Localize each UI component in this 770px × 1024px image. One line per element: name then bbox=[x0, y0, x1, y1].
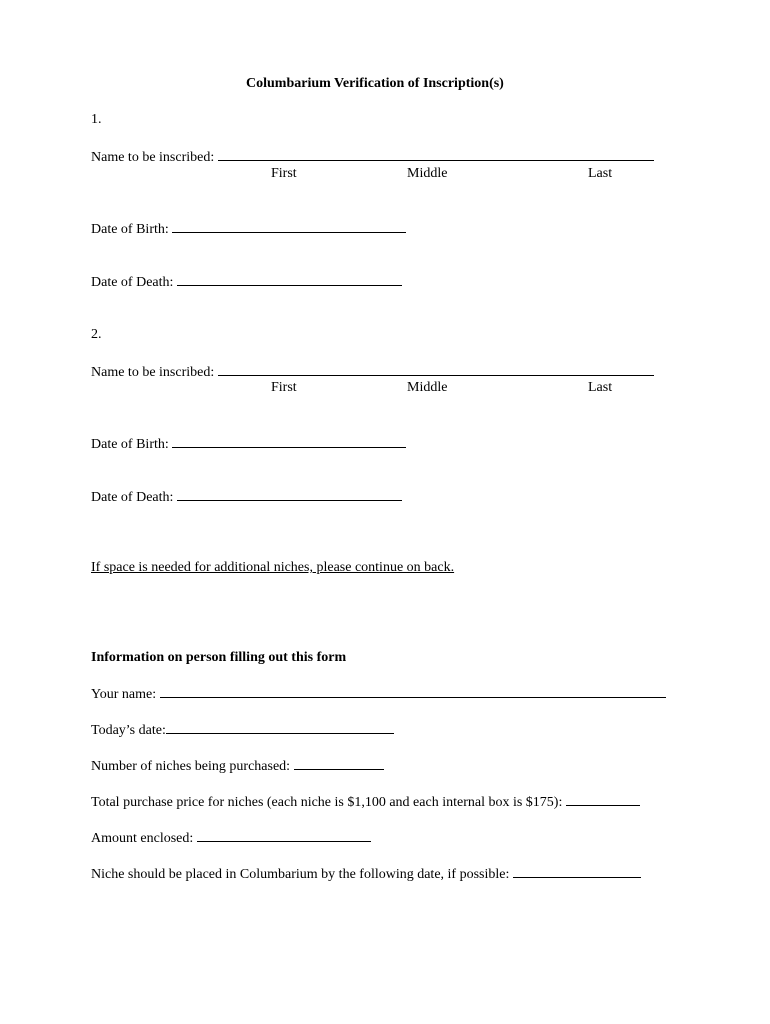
name-part-first: First bbox=[271, 380, 297, 395]
section-heading: Information on person filling out this form bbox=[91, 650, 347, 665]
todays-date-input[interactable] bbox=[166, 720, 394, 734]
dob-input[interactable] bbox=[172, 219, 406, 233]
dod-field-row bbox=[91, 272, 402, 291]
total-price-label: Total purchase price for niches (each niche is $1,100 and each internal box is $175): bbox=[91, 795, 563, 810]
dod-input[interactable] bbox=[177, 487, 402, 501]
name-part-last: Last bbox=[588, 166, 613, 181]
dod-field-label: Date of Death: bbox=[91, 490, 174, 505]
your-name-input[interactable] bbox=[160, 684, 666, 698]
dod-field-row bbox=[91, 487, 402, 506]
niches-count-input[interactable] bbox=[294, 756, 384, 770]
dob-input[interactable] bbox=[172, 434, 406, 448]
your-name-label: Your name: bbox=[91, 687, 157, 702]
entry-number: 2. bbox=[91, 327, 102, 342]
dob-field-label: Date of Birth: bbox=[91, 222, 169, 237]
name-field-label: Name to be inscribed: bbox=[91, 365, 215, 380]
name-field-row bbox=[91, 362, 654, 381]
name-part-first: First bbox=[271, 166, 297, 181]
name-field-row bbox=[91, 147, 654, 166]
your-name-row bbox=[91, 684, 666, 703]
placement-date-label: Niche should be placed in Columbarium by the following date, if possible: bbox=[91, 867, 510, 882]
placement-date-input[interactable] bbox=[513, 864, 641, 878]
amount-enclosed-input[interactable] bbox=[197, 828, 371, 842]
name-field-label: Name to be inscribed: bbox=[91, 150, 215, 165]
name-part-middle: Middle bbox=[407, 380, 448, 395]
todays-date-row bbox=[91, 720, 394, 739]
dod-input[interactable] bbox=[177, 272, 402, 286]
total-price-row bbox=[91, 792, 640, 811]
amount-enclosed-row bbox=[91, 828, 371, 847]
dob-field-row bbox=[91, 434, 406, 453]
continue-note: If space is needed for additional niches, please continue on back. bbox=[91, 560, 455, 575]
placement-date-row bbox=[91, 864, 641, 883]
name-part-middle: Middle bbox=[407, 166, 448, 181]
dob-field-row bbox=[91, 219, 406, 238]
name-input[interactable] bbox=[218, 147, 654, 161]
form-title: Columbarium Verification of Inscription(s) bbox=[246, 76, 504, 91]
name-input[interactable] bbox=[218, 362, 654, 376]
total-price-input[interactable] bbox=[566, 792, 640, 806]
entry-number: 1. bbox=[91, 112, 102, 127]
dod-field-label: Date of Death: bbox=[91, 275, 174, 290]
amount-enclosed-label: Amount enclosed: bbox=[91, 831, 194, 846]
todays-date-label: Today’s date: bbox=[91, 723, 166, 738]
dob-field-label: Date of Birth: bbox=[91, 437, 169, 452]
niches-count-row bbox=[91, 756, 384, 775]
name-part-last: Last bbox=[588, 380, 613, 395]
niches-count-label: Number of niches being purchased: bbox=[91, 759, 291, 774]
